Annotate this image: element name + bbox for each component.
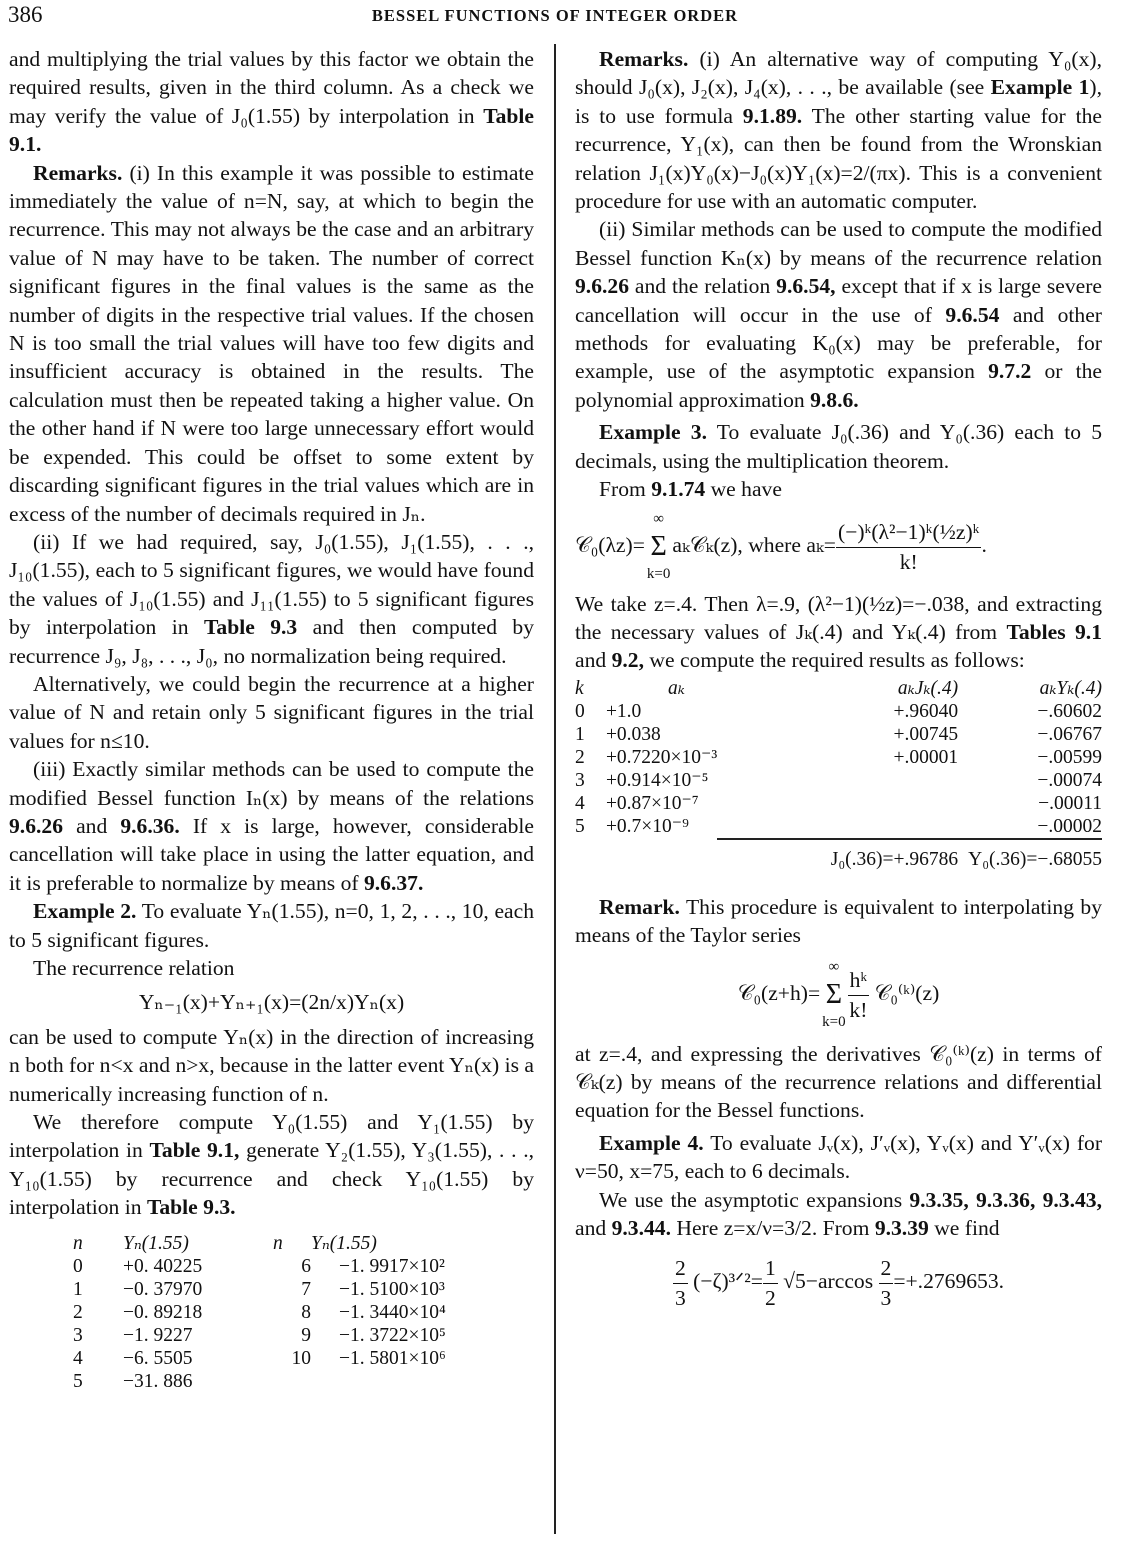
text-run: and the relation: [628, 274, 777, 299]
table-cell: 8: [301, 1301, 311, 1323]
denominator: k!: [899, 549, 918, 574]
bold-reference: Tables 9.1: [1006, 619, 1103, 644]
table-row: [575, 746, 1102, 769]
numerator: 2: [673, 1254, 688, 1284]
bold-reference: 9.6.37.: [363, 870, 424, 895]
col-header: k: [575, 677, 584, 699]
paragraph: [575, 45, 1102, 215]
eq-part: .: [981, 532, 987, 557]
table-cell: −1. 3440×10⁴: [339, 1301, 446, 1323]
numerator: hᵏ: [848, 966, 870, 996]
bold-reference: 9.7.2: [988, 359, 1032, 384]
col-header: Yₙ(1.55): [123, 1232, 189, 1254]
table-cell: 6: [301, 1255, 311, 1277]
table-cell: +.00001: [893, 746, 959, 768]
fraction: [836, 518, 981, 576]
sigma: Σ: [650, 530, 667, 562]
sum-y: Y₀(.36)=−.68055: [958, 839, 1102, 871]
page-number: 386: [8, 2, 43, 27]
table-cell: −.06767: [1037, 723, 1102, 745]
paragraph: [575, 215, 1102, 414]
running-head: BESSEL FUNCTIONS OF INTEGER ORDER: [371, 6, 739, 25]
table-cell: 0: [575, 700, 585, 722]
text-run: (i) An alternative way of computing Y₀(x), should J₀(x), J₂(x), J₄(x), . . ., be available (see: [575, 47, 1102, 100]
table-cell: +.00745: [893, 723, 959, 745]
table-row: [575, 792, 1102, 815]
table-row: [73, 1324, 446, 1347]
table-cell: [717, 792, 958, 815]
right-column: [575, 45, 1102, 1324]
table-row: [575, 723, 1102, 746]
bold-reference: 9.3.44.: [611, 1215, 671, 1240]
text-run: Here z=x/ν=3/2. From: [670, 1215, 875, 1240]
text-run: at z=.4, and expressing the derivatives 𝒞₀⁽ᵏ⁾(z) in terms of 𝒞ₖ(z) by means of the recurrence relations and differential equation for the Bessel functions.: [575, 1041, 1102, 1123]
bold-reference: 9.3.35, 9.3.36, 9.3.43,: [909, 1187, 1102, 1212]
text-run: (i) In this example it was possible to estimate immediately the value of n=N, say, at which to begin the recurrence. This may not always be the case and an arbitrary value of N may have to be taken. The number of correct significant figures in the final values is the same as the number of digits in the respective trial values. If the chosen N is too small the trial values will have too few digits and insufficient accuracy is obtained in the results. The calculation must then be repeated taking a higher value. On the other hand if N were too large unnecessary effort would be expended. This could be offset to some extent by discarding significant figures in the trial values which are in excess of the number of decimals required in Jₙ.: [9, 160, 534, 526]
table-cell: −6. 5505: [123, 1347, 193, 1369]
text-run: generate Y₂(1.55), Y₃(1.55), . . ., Y₁₀(1.55) by recurrence and check Y₁₀(1.55) by interpolation in: [9, 1138, 535, 1220]
text-run: and: [575, 1215, 612, 1240]
text-run: we compute the required results as follows:: [643, 648, 1025, 673]
table-cell: 4: [73, 1347, 83, 1369]
left-column: [9, 45, 534, 1393]
bold-reference: 9.6.26: [9, 813, 63, 838]
table-row: [73, 1278, 446, 1301]
numerator: 2: [879, 1254, 894, 1284]
table-cell: [717, 769, 958, 792]
bold-reference: Table 9.1.: [9, 103, 534, 157]
table-row: [73, 1301, 446, 1324]
table-cell: −0. 89218: [123, 1301, 203, 1323]
sum-upper: ∞: [828, 958, 840, 975]
col-header: n: [273, 1232, 283, 1254]
bold-reference: 9.6.26: [575, 274, 629, 299]
page-header: [8, 2, 1102, 30]
bold-reference: 9.8.6.: [810, 387, 859, 412]
table-cell: [311, 1370, 446, 1393]
paragraph: [9, 1023, 534, 1108]
text-run: To evaluate Yₙ(1.55), n=0, 1, 2, . . ., 10, each to 5 significant figures.: [9, 899, 535, 952]
table-cell: −31. 886: [123, 1370, 193, 1392]
table-cell: 9: [301, 1324, 311, 1346]
paragraph: [9, 45, 534, 159]
numerator: (−)ᵏ(λ²−1)ᵏ(½z)ᵏ: [836, 518, 981, 548]
table-cell: −1. 5801×10⁶: [339, 1347, 446, 1369]
sum-lower: k=0: [822, 1013, 846, 1030]
paragraph: [9, 954, 534, 982]
text-run: (ii) Similar methods can be used to compute the modified Bessel function Kₙ(x) by means of the recurrence relation: [575, 217, 1102, 270]
table-cell: 1: [73, 1278, 83, 1300]
table-row: [575, 769, 1102, 792]
eq-part: √5−arccos: [783, 1269, 879, 1294]
denominator: 2: [764, 1286, 776, 1311]
equation-zeta: [575, 1254, 1102, 1312]
col-header: Yₙ(1.55): [311, 1232, 377, 1254]
table-row: [73, 1370, 446, 1393]
text-run: To evaluate J₀(.36) and Y₀(.36) each to 5 decimals, using the multiplication theorem.: [575, 420, 1102, 473]
text-run: Alternatively, we could begin the recurrence at a higher value of N and retain only 5 significant figures in the trial values for n≤10.: [9, 671, 534, 753]
multiplication-table: [575, 677, 1102, 871]
bold-reference: 9.6.54,: [776, 274, 836, 299]
text-run: (ii) If we had required, say, J₀(1.55), J₁(1.55), . . ., J₁₀(1.55), each to 5 significant figures, we would have found the values of J₁₀(1.55) and J₁₁(1.55) to 5 significant figures by interpolation in: [9, 529, 534, 640]
table-cell: +.96040: [893, 700, 959, 722]
table-cell: 5: [575, 816, 585, 838]
equation-recurrence: Yₙ₋₁(x)+Yₙ₊₁(x)=(2n/x)Yₙ(x): [138, 990, 405, 1015]
fraction: [848, 966, 870, 1024]
bold-reference: Remarks.: [599, 47, 689, 71]
denominator: 3: [674, 1286, 686, 1311]
bold-reference: 9.1.89.: [742, 103, 803, 128]
bold-reference: Table 9.3.: [146, 1195, 236, 1220]
table-cell: −1. 5100×10³: [339, 1278, 445, 1300]
text-run: This procedure is equivalent to interpolating by means of the Taylor series: [575, 894, 1102, 948]
text-run: and: [62, 813, 121, 838]
sum-j: J₀(.36)=+.96786: [717, 839, 958, 871]
text-run: or the polynomial approximation: [575, 359, 1102, 412]
paragraph: [9, 528, 534, 670]
eq-part: 𝒞₀(λz)=: [575, 532, 645, 557]
text-run: The recurrence relation: [33, 956, 235, 980]
text-run: We take z=.4. Then λ=.9, (λ²−1)(½z)=−.038, and extracting the necessary values of Jₖ(.4) and Yₖ(.4) from: [575, 591, 1102, 644]
paragraph: [575, 1186, 1102, 1243]
eq-part: aₖ𝒞ₖ(z), where aₖ=: [672, 532, 836, 557]
col-header: aₖJₖ(.4): [897, 677, 959, 699]
table-cell: 0: [73, 1255, 83, 1277]
table-cell: 3: [73, 1324, 83, 1346]
paragraph: [575, 1129, 1102, 1186]
sum-symbol: [822, 958, 845, 1032]
paragraph: [9, 159, 534, 528]
text-run: We use the asymptotic expansions: [599, 1187, 910, 1212]
table-cell: 2: [73, 1301, 83, 1323]
text-run: To evaluate Jᵥ(x), J′ᵥ(x), Yᵥ(x) and Y′ᵥ(x) for ν=50, x=75, each to 6 decimals.: [575, 1130, 1103, 1184]
table-cell: +0.87×10⁻⁷: [605, 792, 699, 814]
bold-reference: Example 4.: [599, 1130, 704, 1155]
eq-part: =+.2769653.: [893, 1269, 1005, 1294]
paragraph: [9, 1108, 534, 1222]
table-cell: −.00011: [1038, 792, 1102, 814]
table-cell: [717, 815, 958, 839]
paragraph: [575, 418, 1102, 475]
text-run: (iii) Exactly similar methods can be used to compute the modified Bessel function Iₙ(x) by means of the relations: [9, 757, 534, 810]
denominator: k!: [849, 997, 868, 1022]
table-cell: −0. 37970: [123, 1278, 203, 1300]
fraction: [763, 1254, 778, 1312]
sum-symbol: [647, 510, 670, 584]
table-cell: +1.0: [605, 700, 642, 722]
table-cell: 2: [575, 746, 585, 768]
bold-reference: 9.3.39: [874, 1215, 929, 1240]
table-cell: +0. 40225: [123, 1255, 203, 1277]
table-cell: −.60602: [1037, 700, 1102, 722]
table-cell: 7: [301, 1278, 311, 1300]
text-run: If x is large, however, considerable cancellation will take place in using the latter equation, and it is preferable to normalize by means of: [9, 813, 534, 895]
bold-reference: Example 1: [990, 75, 1090, 100]
paragraph: [575, 893, 1102, 950]
table-row: [73, 1255, 446, 1278]
text-run: ), is to use formula: [575, 75, 1102, 128]
text-run: The other starting value for the recurrence, Y₁(x), can then be found from the Wronskian relation J₁(x)Y₀(x)−J₀(x)Y₁(x)=2/(πx). This is a convenient procedure for use with an automatic computer.: [575, 103, 1102, 214]
equation-taylor: [575, 958, 1102, 1032]
col-header: n: [73, 1232, 83, 1254]
text-run: except that if x is large severe cancellation will occur in the use of: [575, 274, 1102, 327]
text-run: can be used to compute Yₙ(x) in the direction of increasing n both for n<x and n>x, because in the latter event Yₙ(x) is a numerically increasing function of n.: [9, 1024, 534, 1106]
yn-table: [73, 1232, 446, 1393]
paragraph: [9, 897, 534, 954]
bold-reference: 9.6.54: [945, 302, 1000, 327]
table-cell: −1. 3722×10⁵: [339, 1324, 446, 1346]
table-row: [575, 815, 1102, 839]
sum-upper: ∞: [653, 510, 664, 527]
fraction: [673, 1254, 688, 1312]
table-row: [73, 1347, 446, 1370]
column-divider: [554, 44, 556, 1534]
table-cell: +0.914×10⁻⁵: [605, 769, 709, 791]
text-run: we have: [705, 477, 782, 502]
col-header: aₖ: [667, 677, 685, 699]
table-cell: 3: [575, 769, 585, 791]
eq-part: (−ζ)³ᐟ²=: [693, 1269, 763, 1294]
table-cell: 10: [291, 1347, 311, 1369]
denominator: 3: [880, 1286, 892, 1311]
table-cell: +0.7220×10⁻³: [605, 746, 718, 768]
paragraph: [575, 475, 1102, 503]
table-cell: −.00002: [1037, 815, 1102, 837]
text-run: and multiplying the trial values by this factor we obtain the required results, given in the third column. As a check we may verify the value of J₀(1.55) by interpolation in: [9, 47, 534, 128]
paragraph: [575, 590, 1102, 675]
sigma: Σ: [825, 978, 842, 1010]
table-cell: −1. 9917×10²: [339, 1255, 445, 1277]
fraction: [879, 1254, 894, 1312]
bold-reference: Table 9.3: [204, 615, 298, 640]
table-cell: [273, 1370, 311, 1393]
equation-multiplication-theorem: [575, 510, 1102, 584]
table-cell: 5: [73, 1370, 83, 1392]
bold-reference: Remarks.: [33, 160, 123, 185]
table-cell: +0.7×10⁻⁹: [605, 816, 689, 838]
table-cell: −.00599: [1037, 746, 1102, 768]
table-cell: −1. 9227: [123, 1324, 193, 1346]
paragraph: [9, 755, 534, 897]
text-run: and: [575, 648, 612, 673]
eq-part: 𝒞₀⁽ᵏ⁾(z): [874, 980, 940, 1005]
bold-reference: 9.2,: [611, 648, 644, 673]
text-run: and other methods for evaluating K₀(x) may be preferable, for example, use of the asymptotic expansion: [575, 302, 1102, 384]
bold-reference: Example 3.: [599, 420, 707, 445]
bold-reference: Remark.: [599, 894, 680, 919]
table-cell: 1: [575, 723, 585, 745]
paragraph: [9, 670, 534, 755]
table-cell: 4: [575, 792, 585, 814]
bold-reference: 9.1.74: [651, 477, 706, 502]
bold-reference: Table 9.1,: [149, 1138, 240, 1163]
bold-reference: 9.6.36.: [120, 813, 180, 838]
table-cell: −.00074: [1037, 769, 1102, 791]
paragraph: [575, 1040, 1102, 1125]
text-run: and then computed by recurrence J₉, J₈, . . ., J₀, no normalization being required.: [9, 615, 535, 668]
eq-part: 𝒞₀(z+h)=: [737, 980, 821, 1005]
text-run: From: [599, 477, 652, 502]
table-cell: +0.038: [605, 723, 661, 745]
bold-reference: Example 2.: [33, 899, 137, 924]
text-run: we find: [928, 1215, 1000, 1240]
sum-lower: k=0: [646, 565, 671, 582]
numerator: 1: [763, 1254, 778, 1284]
text-run: We therefore compute Y₀(1.55) and Y₁(1.55) by interpolation in: [9, 1110, 534, 1163]
col-header: aₖYₖ(.4): [1039, 677, 1102, 699]
table-row: [575, 700, 1102, 723]
